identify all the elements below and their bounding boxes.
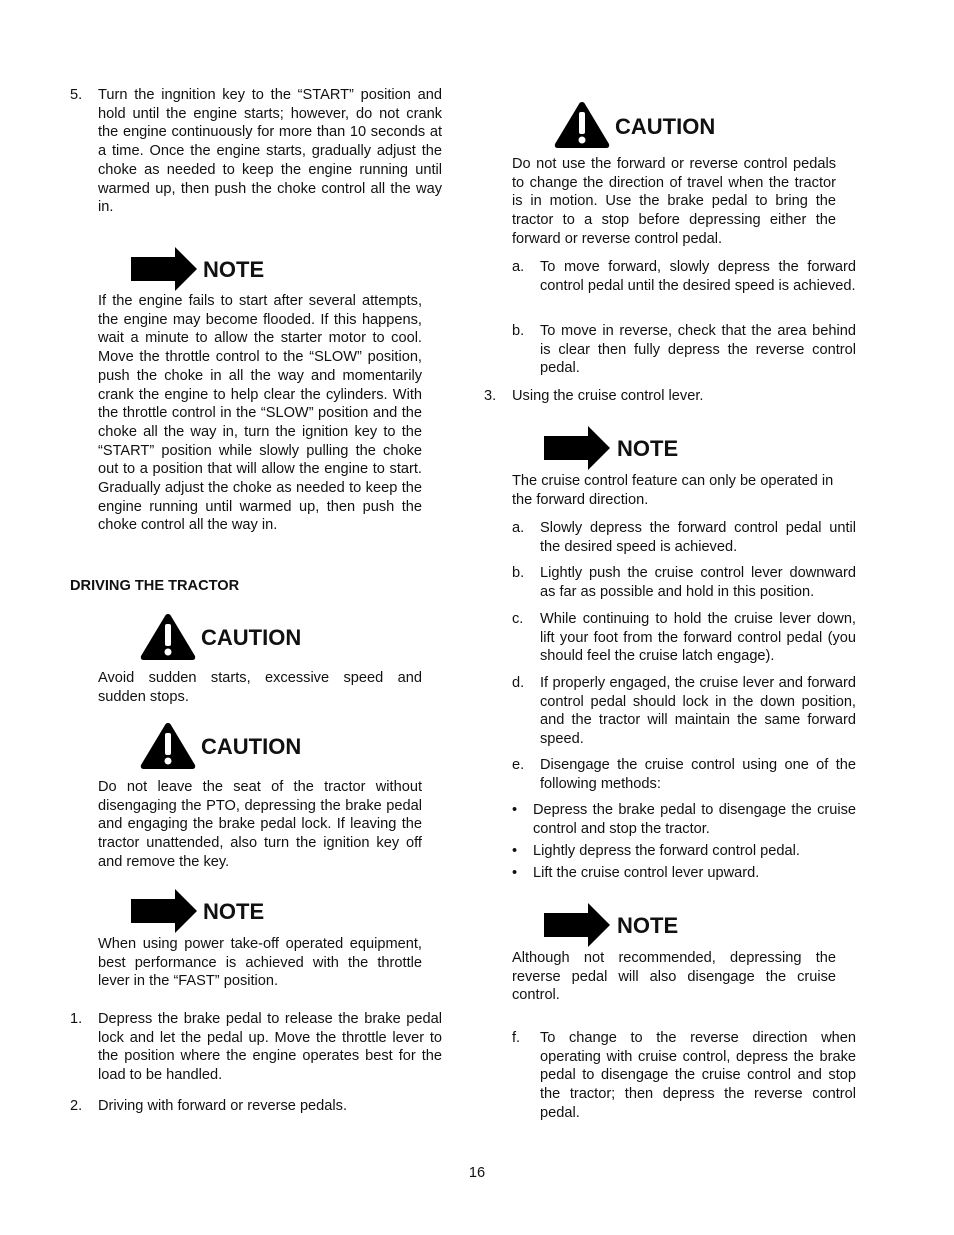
bullet-marker: •: [512, 802, 518, 818]
cruise-item-c-text: While continuing to hold the cruise lever down, lift your foot from the forward control pedal (you should feel the cruise latch engage).: [540, 611, 856, 665]
cruise-item-f-text: To change to the reverse direction when operating with cruise control, depress the brake pedal to disengage the cruise control and stop the tractor; then depress the reverse control pedal.: [540, 1030, 856, 1121]
caution-2-text: Do not leave the seat of the tractor without disengaging the PTO, depressing the brake pedal and engaging the brake pedal lock. If leaving the tractor unattended, also turn the ignition key off and remove the key.: [98, 779, 422, 870]
caution-2-header: [139, 721, 339, 773]
step-3-text: Using the cruise control lever.: [512, 388, 704, 404]
arrow-icon: [131, 247, 197, 291]
cruise-item-e-marker: e.: [512, 757, 525, 773]
caution-1-text: Avoid sudden starts, excessive speed and sudden stops.: [98, 670, 422, 705]
sub-item-a-marker: a.: [512, 259, 525, 275]
caution-1-header: [139, 612, 339, 664]
step-2: [70, 1097, 442, 1117]
warning-triangle-icon: [553, 100, 611, 150]
cruise-item-a-marker: a.: [512, 520, 525, 536]
sub-item-b-marker: b.: [512, 323, 525, 339]
bullet-item: [512, 864, 856, 884]
cruise-item-d-text: If properly engaged, the cruise lever and forward control pedal should lock in the down position, and the tractor will maintain the same forward speed.: [540, 675, 856, 748]
note-1-label: NOTE: [203, 257, 265, 282]
sub-item-b-text: To move in reverse, check that the area behind is clear then fully depress the reverse control pedal.: [540, 323, 856, 377]
arrow-icon: [544, 903, 610, 947]
note-1-header: [131, 247, 331, 291]
page-number: 16: [468, 1165, 486, 1181]
caution-3-text: Do not use the forward or reverse control pedals to change the direction of travel when the tractor is in motion. Use the brake pedal to bring the tractor to a stop before depressing either the forward or reverse control pedal.: [512, 156, 836, 247]
warning-triangle-icon: [139, 612, 197, 662]
step-3-number: 3.: [484, 388, 497, 404]
cruise-item-a-text: Slowly depress the forward control pedal until the desired speed is achieved.: [540, 520, 856, 555]
note-4-text: Although not recommended, depressing the reverse pedal will also disengage the cruise control.: [512, 950, 836, 1004]
caution-3-label: CAUTION: [615, 114, 716, 139]
step-5: [70, 86, 442, 218]
warning-triangle-icon: [139, 721, 197, 771]
arrow-icon: [544, 426, 610, 470]
caution-3-header: [553, 100, 753, 152]
note-2-label: NOTE: [203, 899, 265, 924]
section-title: DRIVING THE TRACTOR: [70, 578, 240, 594]
caution-1-label: CAUTION: [201, 625, 302, 650]
bullet-text: Depress the brake pedal to disengage the cruise control and stop the tractor.: [533, 802, 856, 837]
note-2-text: When using power take-off operated equipment, best performance is achieved with the throttle lever in the “FAST” position.: [98, 936, 422, 990]
cruise-item-e: [512, 756, 856, 796]
cruise-item-f-marker: f.: [512, 1030, 521, 1046]
note-3-text: The cruise control feature can only be operated in the forward direction.: [512, 473, 834, 508]
cruise-item-f: [512, 1029, 856, 1123]
bullet-text: Lightly depress the forward control pedal.: [533, 843, 800, 859]
bullet-marker: •: [512, 865, 518, 881]
note-3-label: NOTE: [617, 436, 679, 461]
bullet-marker: •: [512, 843, 518, 859]
bullet-text: Lift the cruise control lever upward.: [533, 865, 760, 881]
cruise-item-b: [512, 564, 856, 604]
bullet-item: [512, 801, 856, 841]
step-5-number: 5.: [70, 87, 83, 103]
cruise-item-a: [512, 519, 856, 559]
step-2-number: 2.: [70, 1098, 83, 1114]
cruise-item-d-marker: d.: [512, 675, 525, 691]
note-2-header: [131, 889, 331, 933]
note-3-header: [544, 426, 744, 470]
note-1-text: If the engine fails to start after several attempts, the engine may become flooded. If this happens, wait a minute to allow the starter motor to cool. Move the throttle control to the “SLOW” position, push the choke in all the way and momentarily crank the engine to help clear the cylinders. With the throttle control in the “SLOW” position and the choke all the way in, turn the ignition key to the “START” position while slowly pulling the choke out to a position that will allow the engine to start. Gradually adjust the choke as needed to keep the engine running until warmed up, then push the choke control all the way in.: [98, 293, 422, 534]
cruise-item-b-text: Lightly push the cruise control lever downward as far as possible and hold in this position.: [540, 565, 856, 600]
step-3: [484, 387, 856, 407]
cruise-item-e-text: Disengage the cruise control using one of the following methods:: [540, 757, 856, 792]
note-4-label: NOTE: [617, 913, 679, 938]
caution-2-label: CAUTION: [201, 734, 302, 759]
step-1-number: 1.: [70, 1011, 83, 1027]
cruise-item-b-marker: b.: [512, 565, 525, 581]
bullet-item: [512, 842, 856, 862]
cruise-item-d: [512, 674, 856, 750]
step-5-text: Turn the ingnition key to the “START” position and hold until the engine starts; however, do not crank the engine continuously for more than 10 seconds at a time. Once the engine starts, gradually adjust the choke as needed to keep the engine running until warmed up, then push the choke control all the way in.: [98, 87, 442, 216]
step-1-text: Depress the brake pedal to release the brake pedal lock and let the pedal up. Move the throttle lever to the position where the engine operates best for the load to be handled.: [98, 1011, 442, 1084]
step-1: [70, 1010, 442, 1086]
arrow-icon: [131, 889, 197, 933]
sub-item-a-text: To move forward, slowly depress the forward control pedal until the desired speed is achieved.: [540, 259, 856, 294]
cruise-item-c-marker: c.: [512, 611, 524, 627]
sub-item-a: [512, 258, 856, 316]
step-2-text: Driving with forward or reverse pedals.: [98, 1098, 347, 1114]
cruise-item-c: [512, 610, 856, 668]
note-4-header: [544, 903, 744, 947]
sub-item-b: [512, 322, 856, 380]
